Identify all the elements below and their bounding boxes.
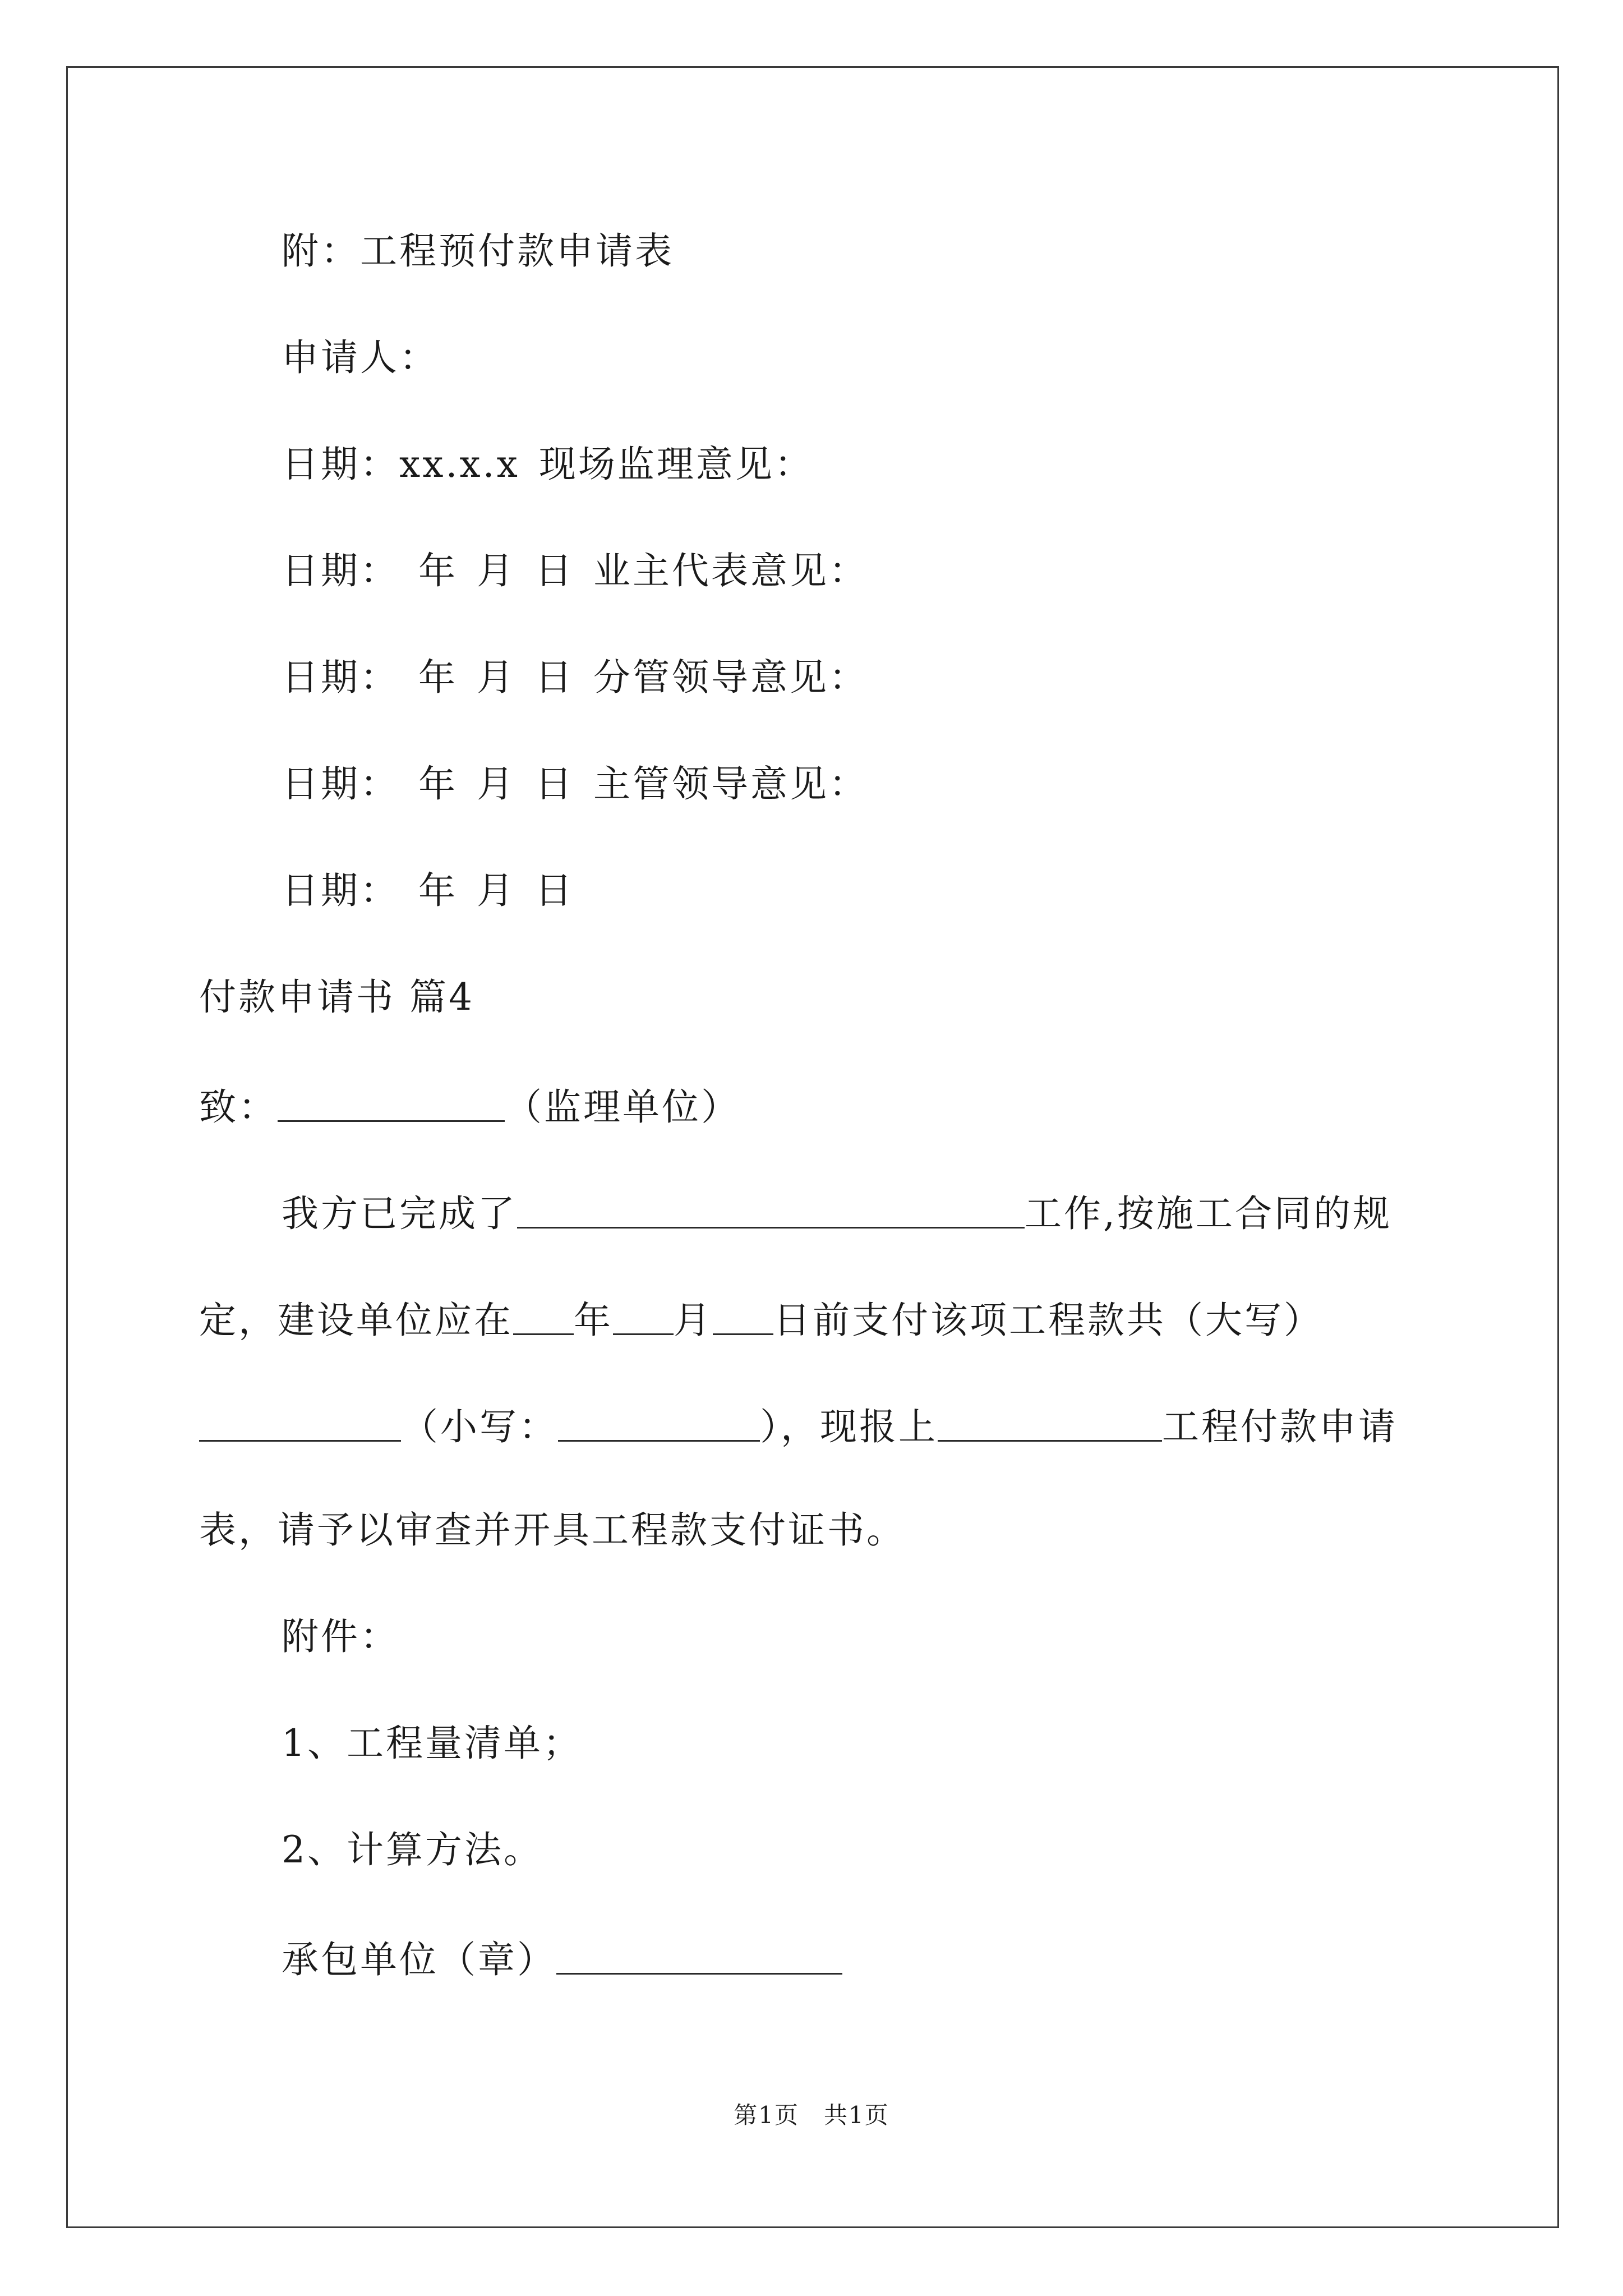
contractor-line bbox=[282, 1938, 842, 1981]
date-label: 日期： bbox=[282, 869, 399, 912]
body-line-2 bbox=[199, 1299, 1323, 1342]
month-label: 月 bbox=[477, 869, 516, 912]
month-blank[interactable] bbox=[613, 1301, 674, 1335]
month-label: 月 bbox=[477, 762, 516, 806]
date-label: 日期： bbox=[282, 656, 399, 699]
para1-text-a: 我方已完成了 bbox=[282, 1192, 517, 1235]
year-label: 年 bbox=[418, 762, 458, 806]
amount-lowercase-blank[interactable] bbox=[558, 1407, 760, 1442]
para2-month: 月 bbox=[674, 1299, 713, 1342]
para3-text-c: 工程付款申请 bbox=[1162, 1405, 1398, 1448]
para1-text-b: 工作,按施工合同的规 bbox=[1025, 1192, 1392, 1235]
date-row-site-supervision bbox=[282, 443, 814, 486]
day-label: 日 bbox=[535, 549, 574, 592]
attachment-title: 附：工程预付款申请表 bbox=[282, 229, 674, 273]
work-description-blank[interactable] bbox=[517, 1194, 1025, 1228]
to-label: 致： bbox=[199, 1085, 278, 1129]
body-line-1 bbox=[282, 1192, 1392, 1235]
month-label: 月 bbox=[477, 549, 516, 592]
year-label: 年 bbox=[418, 549, 458, 592]
para2-text-c: 日前支付该项工程款共（大写） bbox=[773, 1299, 1323, 1342]
year-blank[interactable] bbox=[513, 1301, 574, 1335]
year-label: 年 bbox=[418, 869, 458, 912]
date-value: xx.x.x bbox=[399, 443, 520, 486]
contractor-label: 承包单位（章） bbox=[282, 1938, 556, 1981]
para3-text-a: （小写： bbox=[401, 1405, 558, 1448]
date-row-chief-leader bbox=[282, 762, 868, 806]
day-label: 日 bbox=[535, 762, 574, 806]
date-label: 日期： bbox=[282, 762, 399, 806]
attachments-label: 附件： bbox=[282, 1615, 399, 1658]
page-footer bbox=[0, 2101, 1623, 2129]
page-number-total: 共1页 bbox=[824, 2101, 889, 2129]
date-label: 日期： bbox=[282, 443, 399, 486]
attachment-item-1: 1、工程量清单； bbox=[282, 1722, 582, 1765]
site-supervision-opinion-label: 现场监理意见： bbox=[538, 443, 814, 486]
section-heading: 付款申请书 篇4 bbox=[199, 976, 474, 1019]
date-row-owner-rep bbox=[282, 549, 868, 592]
to-suffix: （监理单位） bbox=[505, 1085, 740, 1129]
month-label: 月 bbox=[477, 656, 516, 699]
para3-text-b: ），现报上 bbox=[760, 1405, 938, 1448]
year-label: 年 bbox=[418, 656, 458, 699]
recipient-line bbox=[199, 1085, 740, 1129]
body-line-3 bbox=[199, 1405, 1398, 1446]
body-line-4: 表，请予以审查并开具工程款支付证书。 bbox=[199, 1508, 906, 1552]
attachment-item-2: 2、计算方法。 bbox=[282, 1828, 543, 1871]
date-label: 日期： bbox=[282, 549, 399, 592]
applicant-label: 申请人： bbox=[282, 336, 439, 379]
para2-text-a: 定，建设单位应在 bbox=[199, 1299, 513, 1342]
day-label: 日 bbox=[535, 656, 574, 699]
contractor-signature-blank[interactable] bbox=[556, 1940, 842, 1975]
date-row-final bbox=[282, 869, 574, 912]
deputy-leader-opinion-label: 分管领导意见： bbox=[593, 656, 868, 699]
date-row-deputy-leader bbox=[282, 656, 868, 699]
amount-uppercase-blank[interactable] bbox=[199, 1407, 401, 1442]
supervision-unit-blank[interactable] bbox=[278, 1088, 505, 1122]
page-border bbox=[66, 66, 1559, 2228]
chief-leader-opinion-label: 主管领导意见： bbox=[593, 762, 868, 806]
para2-year: 年 bbox=[574, 1299, 613, 1342]
page-number-current: 第1页 bbox=[734, 2101, 799, 2129]
day-label: 日 bbox=[535, 869, 574, 912]
day-blank[interactable] bbox=[713, 1301, 773, 1335]
owner-rep-opinion-label: 业主代表意见： bbox=[593, 549, 868, 592]
payment-period-blank[interactable] bbox=[938, 1407, 1162, 1442]
